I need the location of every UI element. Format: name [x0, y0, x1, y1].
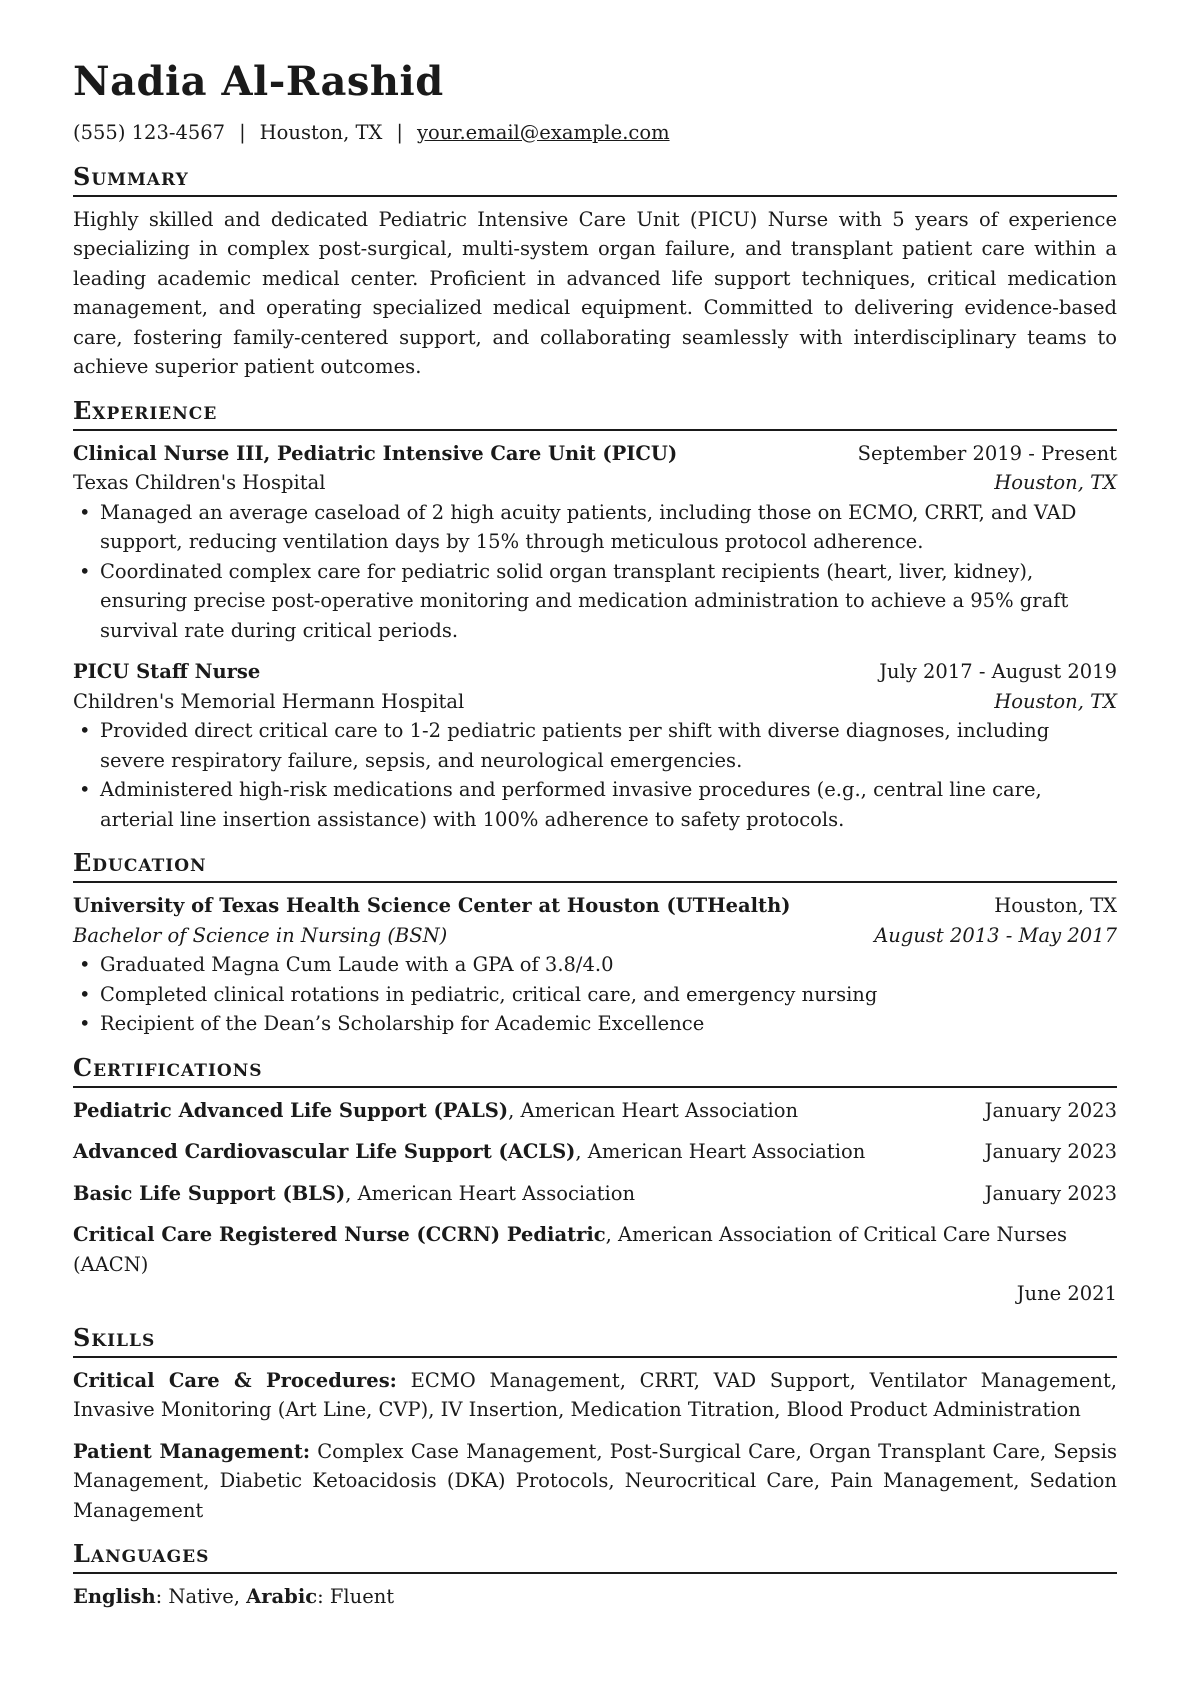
- certification-issuer: , American Heart Association: [575, 1140, 866, 1163]
- certification-entry: [73, 1096, 1117, 1126]
- certification-issuer: , American Heart Association: [345, 1181, 636, 1205]
- location-text: Houston, TX: [259, 121, 383, 144]
- certification-issuer: , American Association of Critical Care Nurses (AACN): [73, 1223, 1068, 1276]
- certification-name: Basic Life Support (BLS): [73, 1181, 346, 1205]
- certification-issuer: , American Heart Association: [508, 1098, 799, 1122]
- job-location: Houston, TX: [994, 471, 1117, 494]
- job-entry: [73, 657, 1117, 834]
- contact-separator: |: [396, 121, 403, 144]
- skill-group: [73, 1366, 1117, 1425]
- language-level: : Native,: [155, 1585, 247, 1608]
- language-level: : Fluent: [317, 1585, 395, 1608]
- section-title-experience: Experience: [73, 396, 1117, 431]
- skill-group-label: Patient Management:: [73, 1439, 311, 1463]
- certification-date: January 2023: [984, 1140, 1117, 1163]
- education-bullet: • Completed clinical rotations in pediatric, critical care, and emergency nursing: [100, 980, 1117, 1010]
- education-dates: August 2013 - May 2017: [874, 923, 1117, 947]
- section-title-education: Education: [73, 848, 1117, 883]
- language-name: English: [73, 1585, 156, 1608]
- email-link[interactable]: your.email@example.com: [416, 121, 670, 144]
- summary-text: Highly skilled and dedicated Pediatric Intensive Care Unit (PICU) Nurse with 5 years of experience specializing in complex post-surgical, multi-system organ failure, and transplant patient care within a leading academic medical center. Proficient in advanced life support techniques, critical medication management, and operating specialized medical equipment. Committed to delivering evidence-based care, fostering family-centered support, and collaborating seamlessly with interdisciplinary teams to achieve superior patient outcomes.: [73, 207, 1117, 378]
- section-title-summary: Summary: [73, 162, 1117, 197]
- candidate-name: Nadia Al-Rashid: [73, 58, 444, 105]
- education-section: [73, 848, 1117, 1039]
- section-title-skills: Skills: [73, 1323, 1117, 1358]
- job-dates: September 2019 - Present: [857, 441, 1117, 465]
- section-title-certifications: Certifications: [73, 1053, 1117, 1088]
- job-entry: [73, 439, 1117, 646]
- education-bullet: • Graduated Magna Cum Laude with a GPA of 3.8/4.0: [100, 950, 1117, 980]
- skill-group-text: ECMO Management, CRRT, VAD Support, Ventilator Management, Invasive Monitoring (Art Line, CVP), IV Insertion, Medication Titration, Blood Product Administration: [73, 1368, 1117, 1421]
- job-location: Houston, TX: [994, 689, 1117, 713]
- employer-name: Texas Children's Hospital: [73, 471, 326, 494]
- job-bullet: • Managed an average caseload of 2 high acuity patients, including those on ECMO, CRRT, and VAD support, reducing ventilation days by 15% through meticulous protocol adherence.: [100, 498, 1117, 557]
- job-bullet: • Administered high-risk medications and performed invasive procedures (e.g., central line care, arterial line insertion assistance) with 100% adherence to safety protocols.: [100, 775, 1117, 834]
- skill-group-label: Critical Care & Procedures:: [73, 1368, 397, 1392]
- certification-date: January 2023: [984, 1098, 1117, 1122]
- certification-entry: [73, 1179, 1117, 1209]
- skill-group-text: Complex Case Management, Post-Surgical Care, Organ Transplant Care, Sepsis Management, Diabetic Ketoacidosis (DKA) Protocols, Neurocritical Care, Pain Management, Sedation Management: [73, 1439, 1117, 1522]
- certification-entry: [73, 1137, 1117, 1167]
- contact-separator: |: [239, 121, 246, 144]
- certification-entry: [73, 1220, 1117, 1309]
- certification-name: Advanced Cardiovascular Life Support (ACLS): [73, 1140, 576, 1163]
- job-dates: July 2017 - August 2019: [879, 660, 1117, 683]
- certifications-section: [73, 1053, 1117, 1309]
- skill-group: [73, 1437, 1117, 1526]
- job-title: Clinical Nurse III, Pediatric Intensive Care Unit (PICU): [73, 441, 678, 465]
- summary-section: [73, 162, 1117, 382]
- certification-date: June 2021: [1016, 1282, 1117, 1305]
- job-bullet: • Coordinated complex care for pediatric solid organ transplant recipients (heart, liver, kidney), ensuring precise post-operative monitoring and medication administration to achieve a 95% graft survival rate during critical periods.: [100, 557, 1117, 646]
- job-title: PICU Staff Nurse: [73, 660, 261, 683]
- degree-name: Bachelor of Science in Nursing (BSN): [73, 923, 448, 947]
- section-title-languages: Languages: [73, 1539, 1117, 1574]
- school-name: University of Texas Health Science Center at Houston (UTHealth): [73, 894, 791, 917]
- languages-section: [73, 1539, 1117, 1612]
- language-name: Arabic: [246, 1585, 318, 1608]
- job-bullet: • Provided direct critical care to 1-2 pediatric patients per shift with diverse diagnoses, including severe respiratory failure, sepsis, and neurological emergencies.: [100, 716, 1117, 775]
- skills-section: [73, 1323, 1117, 1526]
- certification-date: January 2023: [984, 1181, 1117, 1205]
- experience-section: [73, 396, 1117, 835]
- employer-name: Children's Memorial Hermann Hospital: [73, 689, 465, 713]
- certification-name: Pediatric Advanced Life Support (PALS): [73, 1098, 509, 1122]
- phone-number: (555) 123-4567: [73, 121, 226, 144]
- education-bullet: • Recipient of the Dean’s Scholarship for Academic Excellence: [100, 1009, 1117, 1039]
- school-location: Houston, TX: [994, 894, 1117, 917]
- contact-line: [73, 118, 1117, 148]
- languages-line: [73, 1582, 1117, 1612]
- certification-name: Critical Care Registered Nurse (CCRN) Pediatric: [73, 1223, 606, 1246]
